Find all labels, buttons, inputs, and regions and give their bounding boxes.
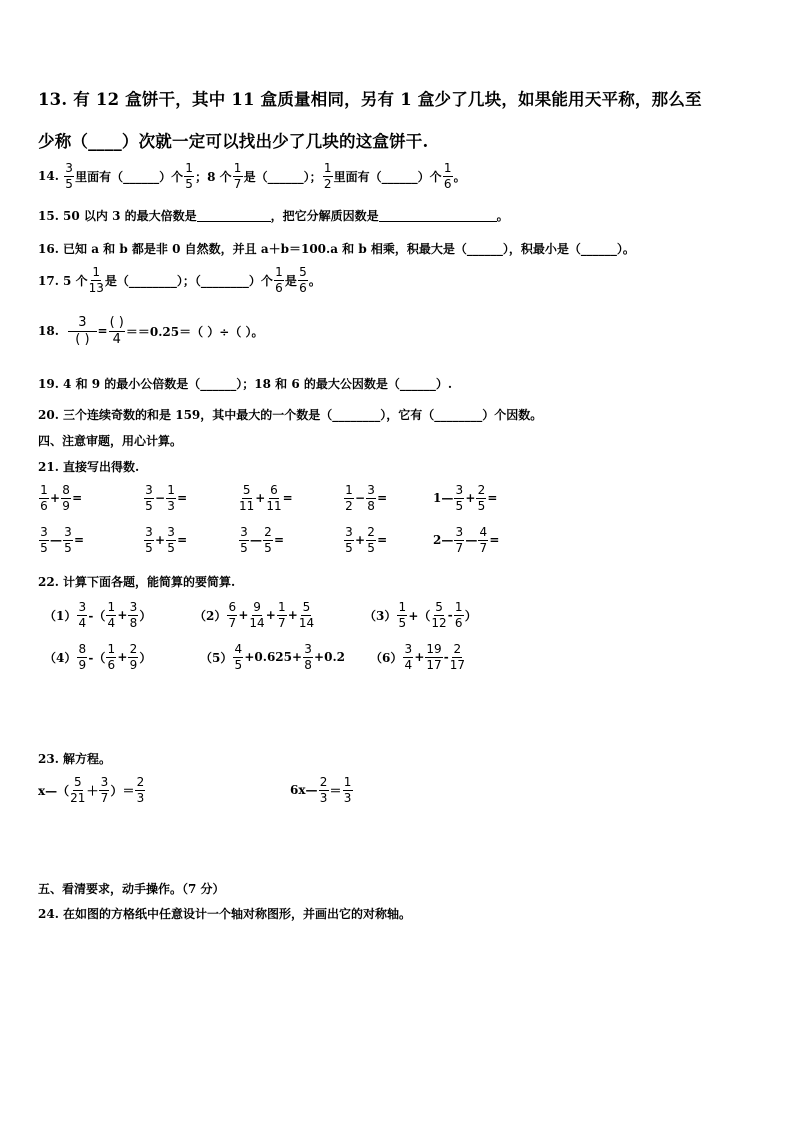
q23-equation-2: 6x— $\frac{2}{3}$ ＝ $\frac{1}{3}$: [290, 775, 352, 805]
q15-text: 15. 50 以内 3 的最大倍数是: [38, 209, 197, 223]
q21-expression: $\frac{3}{5}$ — $\frac{2}{5}$ =: [240, 525, 285, 555]
fraction: $\frac{3}{5}$: [40, 525, 48, 555]
q15-text: ，把它分解质因数是: [270, 209, 379, 223]
q14-text: 。: [453, 169, 466, 184]
fraction: $\frac{6}{11}$: [266, 483, 282, 513]
fraction: $\frac{3}{5}$: [145, 483, 153, 513]
q22-problem-5: （5） $\frac{4}{5}$ +0.625+ $\frac{3}{8}$ +0.2: [200, 642, 345, 672]
question-17: [38, 266, 321, 294]
q22-problem-2: （2） $\frac{6}{7}$ + $\frac{9}{14}$ + $\frac{1}{7}$ + $\frac{5}{14}$: [194, 600, 315, 630]
q21-expression: $\frac{3}{5}$ + $\frac{2}{5}$ =: [345, 525, 388, 555]
fraction: $\frac{2}{9}$: [129, 642, 138, 672]
q22-problem-4: （4） $\frac{8}{9}$ -（ $\frac{1}{6}$ + $\frac{2}{9}$ ）: [44, 642, 152, 672]
fraction: $\frac{3}{( )}$: [68, 316, 96, 346]
q21-expression: $\frac{1}{6}$ + $\frac{8}{9}$ =: [40, 483, 83, 513]
fraction: $\frac{8}{9}$: [62, 483, 70, 513]
q14-text: 里面有（______）个: [333, 169, 442, 184]
fraction: $\frac{1}{6}$: [275, 265, 283, 295]
fraction: $\frac{2}{5}$: [367, 525, 375, 555]
question-15: [38, 207, 509, 224]
fraction: $\frac{3}{4}$: [78, 600, 87, 630]
fraction: $\frac{2}{5}$: [264, 525, 272, 555]
q14-text: 里面有（______）个: [75, 169, 184, 184]
fraction: $\frac{3}{5}$: [65, 161, 73, 191]
q23-equation-1: x—（ $\frac{5}{21}$ ＋ $\frac{3}{7}$ ）＝ $\frac{2}{3}$: [38, 775, 145, 805]
q21-expression: 1— $\frac{3}{5}$ + $\frac{2}{5}$ =: [433, 483, 498, 513]
question-20: 20. 三个连续奇数的和是 159，其中最大的一个数是（________），它有（________）个因数。: [38, 408, 543, 422]
fraction: $\frac{5}{12}$: [431, 600, 447, 630]
q18-text: ＝＝0.25＝（ ）÷（ ）。: [125, 324, 264, 339]
fraction: $\frac{3}{5}$: [145, 525, 153, 555]
q17-text: 是: [284, 273, 297, 288]
q17-text: 是（________）；（________）个: [104, 273, 273, 288]
fraction: $\frac{1}{13}$: [88, 265, 104, 295]
fraction: $\frac{3}{7}$: [100, 775, 109, 805]
fraction: $\frac{1}{5}$: [185, 161, 193, 191]
fraction: $\frac{1}{6}$: [107, 642, 116, 672]
question-19: 19. 4 和 9 的最小公倍数是（______）；18 和 6 的最大公因数是（______）.: [38, 377, 453, 391]
q22-problem-3: （3） $\frac{1}{5}$ +（ $\frac{5}{12}$ - $\frac{1}{6}$ ）: [364, 600, 477, 630]
answer-blank: [197, 209, 271, 222]
question-18: [38, 316, 264, 346]
fraction: $\frac{5}{11}$: [239, 483, 255, 513]
q21-expression: $\frac{1}{2}$ − $\frac{3}{8}$ =: [345, 483, 388, 513]
question-13-line2: 少称（____）次就一定可以找出少了几块的这盒饼干.: [38, 132, 429, 151]
q21-expression: $\frac{3}{5}$ − $\frac{1}{3}$ =: [145, 483, 188, 513]
q17-text: 。: [308, 273, 321, 288]
fraction: $\frac{4}{7}$: [479, 525, 488, 555]
q22-problem-1: （1） $\frac{3}{4}$ -（ $\frac{1}{4}$ + $\frac{3}{8}$ ）: [44, 600, 152, 630]
fraction: $\frac{3}{5}$: [455, 483, 464, 513]
q21-expression: $\frac{3}{5}$ + $\frac{3}{5}$ =: [145, 525, 188, 555]
fraction: $\frac{4}{5}$: [234, 642, 243, 672]
section-5-title: 五、看清要求，动手操作。（7 分）: [38, 882, 225, 896]
fraction: $\frac{3}{7}$: [455, 525, 464, 555]
fraction: $\frac{1}{4}$: [107, 600, 116, 630]
fraction: $\frac{1}{6}$: [443, 161, 452, 191]
fraction: $\frac{3}{5}$: [345, 525, 353, 555]
fraction: $\frac{2}{3}$: [136, 775, 145, 805]
fraction: $\frac{3}{5}$: [64, 525, 72, 555]
question-23-title: 23. 解方程。: [38, 752, 112, 766]
q17-text: 17. 5 个: [38, 273, 88, 288]
fraction: $\frac{6}{7}$: [228, 600, 237, 630]
question-13-line1: 13. 有 12 盒饼干，其中 11 盒质量相同，另有 1 盒少了几块，如果能用天平称，那么至: [38, 90, 702, 109]
question-22-title: 22. 计算下面各题，能简算的要简算.: [38, 575, 236, 589]
q14-number: 14.: [38, 169, 59, 184]
fraction: $\frac{1}{7}$: [277, 600, 286, 630]
fraction: $\frac{1}{5}$: [398, 600, 407, 630]
fraction: $\frac{3}{5}$: [240, 525, 248, 555]
fraction: $\frac{1}{7}$: [233, 161, 242, 191]
fraction: $\frac{9}{14}$: [249, 600, 265, 630]
fraction: $\frac{1}{2}$: [345, 483, 353, 513]
q21-expression: $\frac{5}{11}$ + $\frac{6}{11}$ =: [239, 483, 293, 513]
question-14: [38, 162, 466, 190]
fraction: $\frac{1}{3}$: [167, 483, 175, 513]
fraction: $\frac{3}{8}$: [129, 600, 138, 630]
fraction: $\frac{8}{9}$: [78, 642, 87, 672]
answer-blank: [379, 209, 497, 222]
q14-text: 是（______）；: [243, 169, 322, 184]
fraction: $\frac{1}{6}$: [454, 600, 463, 630]
fraction: $\frac{1}{2}$: [323, 161, 332, 191]
question-16: 16. 已知 a 和 b 都是非 0 自然数，并且 a＋b＝100.a 和 b 相乘，积最大是（______），积最小是（______）。: [38, 242, 635, 256]
q21-expression: 2— $\frac{3}{7}$ — $\frac{4}{7}$ =: [433, 525, 500, 555]
fraction: $\frac{3}{8}$: [367, 483, 375, 513]
q22-problem-6: （6） $\frac{3}{4}$ + $\frac{19}{17}$ - $\frac{2}{17}$: [370, 642, 465, 672]
fraction: $\frac{3}{8}$: [304, 642, 312, 672]
q21-expression: $\frac{3}{5}$ — $\frac{3}{5}$ =: [40, 525, 85, 555]
fraction: $\frac{5}{6}$: [299, 265, 307, 295]
fraction: $\frac{3}{5}$: [167, 525, 175, 555]
q18-number: 18.: [38, 324, 59, 339]
fraction: $\frac{19}{17}$: [426, 642, 442, 672]
fraction: $\frac{5}{21}$: [70, 775, 86, 805]
question-21-title: 21. 直接写出得数.: [38, 460, 140, 474]
fraction: $\frac{2}{3}$: [319, 775, 328, 805]
fraction: $\frac{2}{17}$: [449, 642, 465, 672]
equals-sign: =: [97, 324, 108, 339]
fraction: $\frac{3}{4}$: [404, 642, 413, 672]
fraction: $\frac{5}{14}$: [298, 600, 315, 630]
fraction: $\frac{2}{5}$: [477, 483, 486, 513]
q15-text: 。: [496, 209, 509, 223]
question-24: 24. 在如图的方格纸中任意设计一个轴对称图形，并画出它的对称轴。: [38, 907, 412, 921]
fraction: $\frac{1}{6}$: [40, 483, 48, 513]
fraction: $\frac{1}{3}$: [343, 775, 352, 805]
section-4-title: 四、注意审题，用心计算。: [38, 434, 183, 448]
fraction: $\frac{( )}{4}$: [109, 315, 124, 347]
q14-text: ；8 个: [195, 169, 232, 184]
